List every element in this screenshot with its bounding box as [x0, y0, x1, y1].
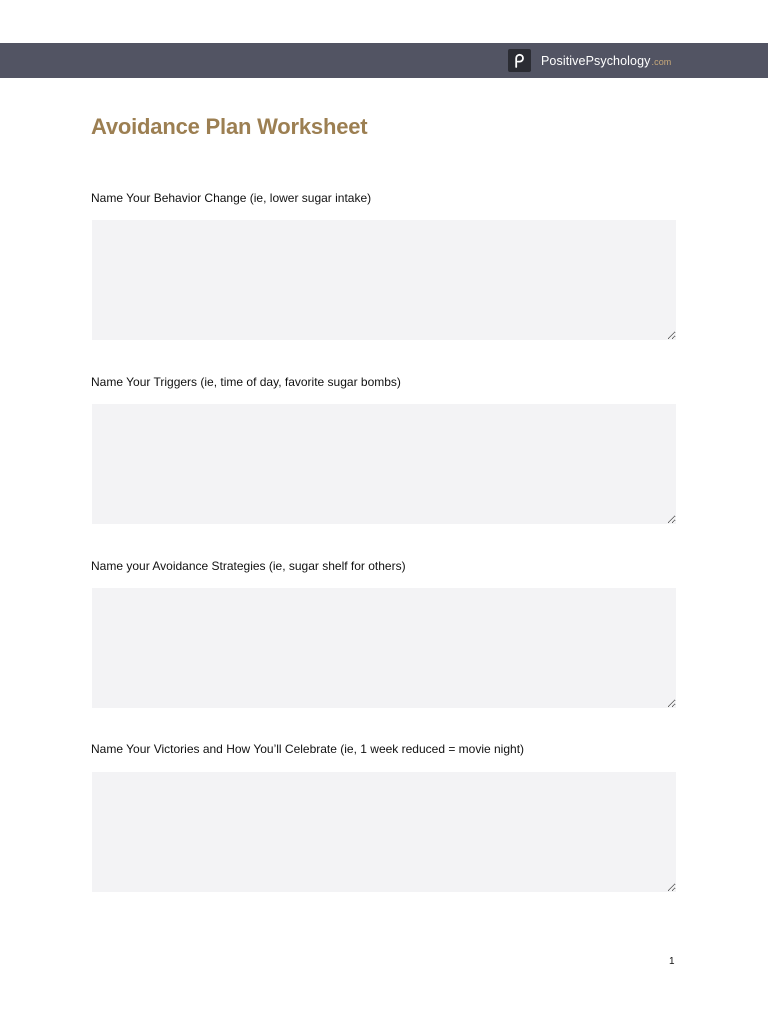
brand-tld: .com — [651, 56, 672, 67]
victories-label: Name Your Victories and How You’ll Celebrate (ie, 1 week reduced = movie night) — [91, 742, 525, 756]
p-logo-glyph — [513, 53, 526, 68]
avoidance-strategies-label: Name your Avoidance Strategies (ie, sugar shelf for others) — [91, 559, 406, 573]
brand[interactable] — [508, 49, 671, 72]
triggers-label: Name Your Triggers (ie, time of day, favorite sugar bombs) — [91, 375, 401, 389]
page-number: 1 — [669, 956, 675, 967]
p-logo-icon — [508, 49, 531, 72]
page-title: Avoidance Plan Worksheet — [91, 114, 368, 139]
brand-name — [541, 54, 671, 68]
header-bar — [0, 43, 768, 78]
avoidance-strategies-field[interactable] — [92, 588, 676, 708]
victories-field[interactable] — [92, 772, 676, 892]
brand-name-text: PositivePsychology — [541, 53, 651, 68]
behavior-change-label: Name Your Behavior Change (ie, lower sugar intake) — [91, 191, 372, 205]
behavior-change-field[interactable] — [92, 220, 676, 340]
triggers-field[interactable] — [92, 404, 676, 524]
